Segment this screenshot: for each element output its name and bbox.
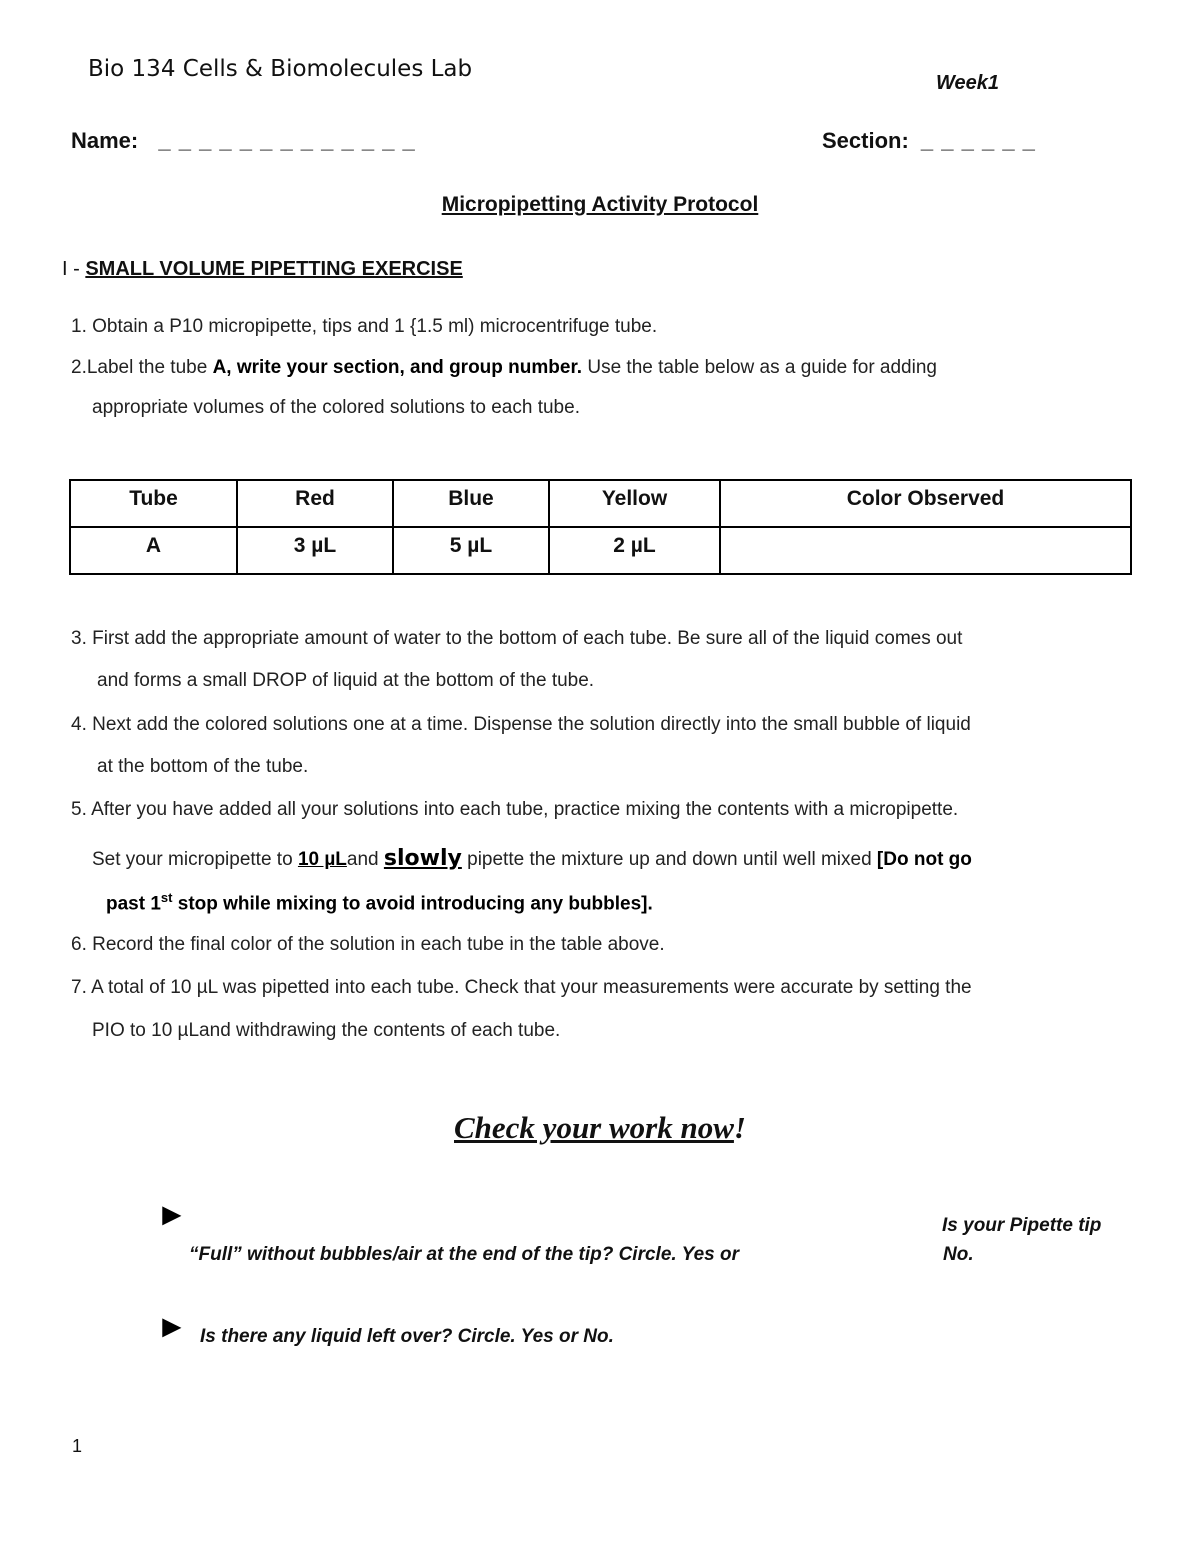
- table-header: Blue: [393, 480, 549, 527]
- name-field: [71, 128, 416, 154]
- volume-table: [69, 479, 1132, 575]
- table-header: Red: [237, 480, 393, 527]
- step-2-cont: appropriate volumes of the colored solutions to each tube.: [92, 397, 580, 418]
- table-header: Color Observed: [720, 480, 1131, 527]
- step-5-text: Set your micropipette to: [92, 849, 298, 870]
- table-cell: 2 µL: [549, 527, 720, 574]
- step-5-warning: [Do not go: [876, 849, 972, 870]
- name-blank: _ _ _ _ _ _ _ _ _ _ _ _ _: [158, 128, 416, 153]
- section-blank: _ _ _ _ _ _: [920, 128, 1036, 153]
- step-5-and: and: [346, 849, 384, 870]
- section-numeral: I -: [62, 258, 86, 280]
- table-header: Tube: [70, 480, 237, 527]
- step-7: 7. A total of 10 µL was pipetted into each tube. Check that your measurements were accurate by setting the: [71, 977, 972, 998]
- course-title: Bio 134 Cells & Biomolecules Lab: [88, 56, 473, 82]
- question-1-start: Is your Pipette tip: [942, 1215, 1102, 1236]
- step-5-warning-cont: [106, 890, 653, 915]
- arrow-icon: ►: [156, 1196, 188, 1232]
- step-5-text-mid: pipette the mixture up and down until well mixed: [461, 849, 877, 870]
- check-heading-bang: !: [733, 1110, 746, 1145]
- step-4: 4. Next add the colored solutions one at a time. Dispense the solution directly into the small bubble of liquid: [71, 714, 971, 735]
- arrow-icon: ►: [156, 1308, 188, 1344]
- table-cell: 3 µL: [237, 527, 393, 574]
- section-heading: [62, 258, 463, 281]
- slowly-emphasis: slowly: [383, 846, 462, 871]
- section-label: Section:: [822, 128, 909, 153]
- step-2-bold: A, write your section, and group number.: [212, 357, 583, 378]
- warning-text-end: stop while mixing to avoid introducing any bubbles].: [172, 893, 653, 915]
- table-header: Yellow: [549, 480, 720, 527]
- check-heading-text: Check your work now: [454, 1110, 734, 1145]
- question-1-no: No.: [943, 1244, 974, 1265]
- table-header-row: [70, 480, 1131, 527]
- warning-text: past 1: [106, 893, 161, 915]
- section-heading-text: SMALL VOLUME PIPETTING EXERCISE: [85, 258, 463, 280]
- step-6: 6. Record the final color of the solution in each tube in the table above.: [71, 934, 665, 955]
- question-2-text: Is there any liquid left over? Circle. Yes or No.: [200, 1326, 614, 1347]
- page-title: Micropipetting Activity Protocol: [441, 193, 759, 216]
- step-4-cont: at the bottom of the tube.: [97, 756, 309, 777]
- check-heading: [0, 1110, 1200, 1146]
- table-cell: A: [70, 527, 237, 574]
- step-2: [71, 357, 937, 379]
- name-label: Name:: [71, 128, 139, 153]
- page-number: 1: [72, 1436, 83, 1456]
- ordinal-suffix: st: [160, 890, 173, 905]
- step-2-text: 2.Label the tube: [71, 357, 213, 378]
- color-observed-cell: [720, 527, 1131, 574]
- table-cell: 5 µL: [393, 527, 549, 574]
- question-1-text: “Full” without bubbles/air at the end of the tip? Circle. Yes or: [189, 1244, 739, 1265]
- week-label: Week1: [936, 72, 1000, 94]
- step-5: 5. After you have added all your solutions into each tube, practice mixing the contents with a micropipette.: [71, 799, 959, 820]
- volume-setting: 10 µL: [297, 849, 347, 870]
- table-row: [70, 527, 1131, 574]
- step-2-text-end: Use the table below as a guide for adding: [582, 357, 937, 378]
- step-1: 1. Obtain a P10 micropipette, tips and 1 {1.5 ml) microcentrifuge tube.: [71, 316, 658, 337]
- step-3: 3. First add the appropriate amount of water to the bottom of each tube. Be sure all of the liquid comes out: [71, 628, 963, 649]
- section-field: [822, 128, 1036, 154]
- step-5-cont: [92, 846, 972, 871]
- step-3-cont: and forms a small DROP of liquid at the bottom of the tube.: [97, 670, 595, 691]
- step-7-cont: PIO to 10 µLand withdrawing the contents of each tube.: [92, 1020, 561, 1041]
